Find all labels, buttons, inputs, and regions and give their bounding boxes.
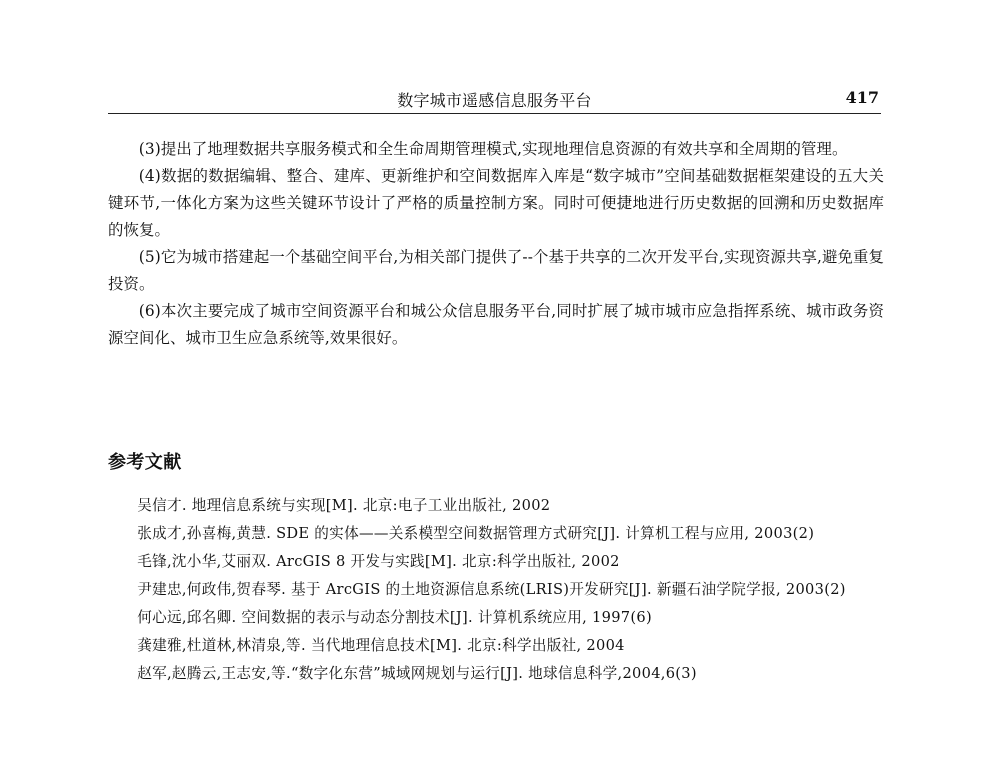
page-header — [108, 76, 881, 110]
reference-item: 赵军,赵腾云,王志安,等.“数字化东营”城域网规划与运行[J]. 地球信息科学,2004,6(3) — [137, 665, 697, 682]
reference-list — [108, 492, 884, 688]
paragraph-item-3: (3)提出了地理数据共享服务模式和全生命周期管理模式,实现地理信息资源的有效共享和全周期的管理。 — [138, 140, 848, 158]
reference-item: 何心远,邱名卿. 空间数据的表示与动态分割技术[J]. 计算机系统应用, 1997(6) — [137, 609, 652, 626]
paragraph-item-6: (6)本次主要完成了城市空间资源平台和城公众信息服务平台,同时扩展了城市城市应急指挥系统、城市政务资源空间化、城市卫生应急系统等,效果很好。 — [108, 302, 884, 347]
reference-item: 龚建雅,杜道林,林清泉,等. 当代地理信息技术[M]. 北京:科学出版社, 2004 — [137, 637, 625, 654]
references-heading: 参考文献 — [108, 452, 182, 473]
reference-item: 张成才,孙喜梅,黄慧. SDE 的实体——关系模型空间数据管理方式研究[J]. 计算机工程与应用, 2003(2) — [137, 525, 815, 542]
reference-item: 吴信才. 地理信息系统与实现[M]. 北京:电子工业出版社, 2002 — [137, 497, 551, 514]
page-number: 417 — [845, 88, 879, 107]
header-divider — [108, 113, 881, 114]
paragraph-item-4: (4)数据的数据编辑、整合、建库、更新维护和空间数据库入库是“数字城市”空间基础数据框架建设的五大关键环节,一体化方案为这些关键环节设计了严格的质量控制方案。同时可便捷地进行历史数据的回溯和历史数据库的恢复。 — [108, 167, 884, 239]
running-title: 数字城市遥感信息服务平台 — [397, 91, 592, 110]
reference-item: 尹建忠,何政伟,贺春琴. 基于 ArcGIS 的土地资源信息系统(LRIS)开发研究[J]. 新疆石油学院学报, 2003(2) — [137, 581, 846, 598]
reference-item: 毛锋,沈小华,艾丽双. ArcGIS 8 开发与实践[M]. 北京:科学出版社, 2002 — [137, 553, 620, 570]
body-text — [108, 136, 884, 352]
paragraph-item-5: (5)它为城市搭建起一个基础空间平台,为相关部门提供了--个基于共享的二次开发平台,实现资源共享,避免重复投资。 — [108, 248, 884, 293]
